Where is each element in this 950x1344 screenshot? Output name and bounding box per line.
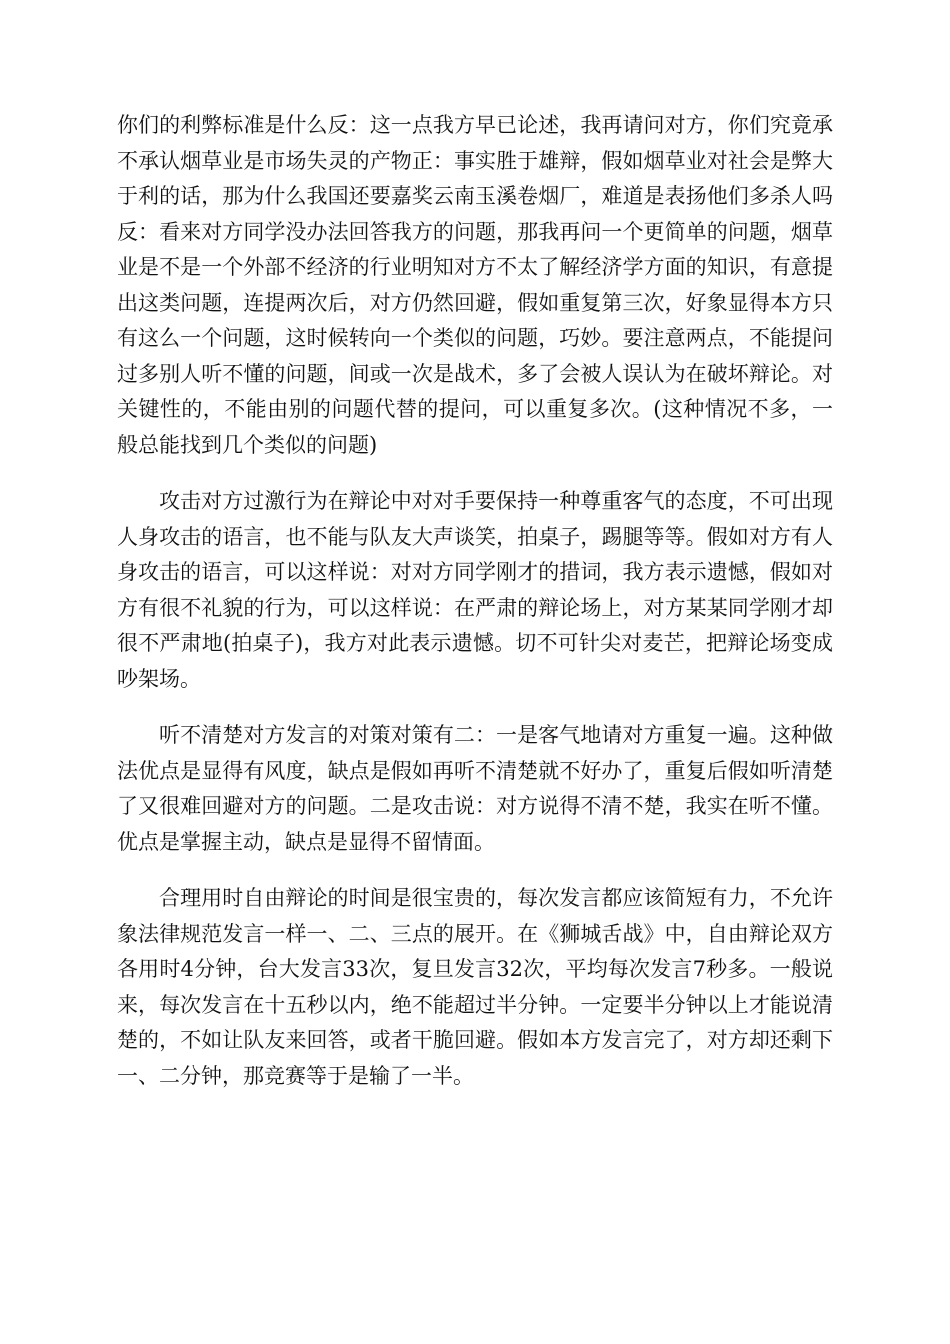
paragraph-unclear-speech-strategy: 听不清楚对方发言的对策对策有二：一是客气地请对方重复一遍。这种做法优点是显得有风度，缺点是假如再听不清楚就不好办了，重复后假如听清楚了又很难回避对方的问题。二是攻击说：对方说得不清不楚，我实在听不懂。优点是掌握主动，缺点是显得不留情面。 bbox=[117, 723, 833, 854]
paragraph-questioning-tactics: 你们的利弊标准是什么反：这一点我方早已论述，我再请问对方，你们究竟承不承认烟草业是市场失灵的产物正：事实胜于雄辩，假如烟草业对社会是弊大于利的话，那为什么我国还要嘉奖云南玉溪卷烟厂，难道是表扬他们多杀人吗反：看来对方同学没办法回答我方的问题，那我再问一个更简单的问题，烟草业是不是一个外部不经济的行业明知对方不太了解经济学方面的知识，有意提出这类问题，连提两次后，对方仍然回避，假如重复第三次，好象显得本方只有这么一个问题，这时候转向一个类似的问题，巧妙。要注意两点，不能提问过多别人听不懂的问题，间或一次是战术，多了会被人误认为在破坏辩论。对关键性的，不能由别的问题代替的提问，可以重复多次。(这种情况不多，一般总能找到几个类似的问题) bbox=[117, 113, 833, 457]
paragraph-attacking-excessive-behavior: 攻击对方过激行为在辩论中对对手要保持一种尊重客气的态度，不可出现人身攻击的语言，也不能与队友大声谈笑，拍桌子，踢腿等等。假如对方有人身攻击的语言，可以这样说：对对方同学刚才的措词，我方表示遗憾，假如对方有很不礼貌的行为，可以这样说：在严肃的辩论场上，对方某某同学刚才却很不严肃地(拍桌子)，我方对此表示遗憾。切不可针尖对麦芒，把辩论场变成吵架场。 bbox=[117, 489, 833, 691]
document-body bbox=[117, 108, 833, 1115]
paragraph-time-management: 合理用时自由辩论的时间是很宝贵的，每次发言都应该简短有力，不允许象法律规范发言一样一、二、三点的展开。在《狮城舌战》中，自由辩论双方各用时4分钟，台大发言33次，复旦发言32次，平均每次发言7秒多。一般说来，每次发言在十五秒以内，绝不能超过半分钟。一定要半分钟以上才能说清楚的，不如让队友来回答，或者干脆回避。假如本方发言完了，对方却还剩下一、二分钟，那竞赛等于是输了一半。 bbox=[117, 886, 833, 1088]
